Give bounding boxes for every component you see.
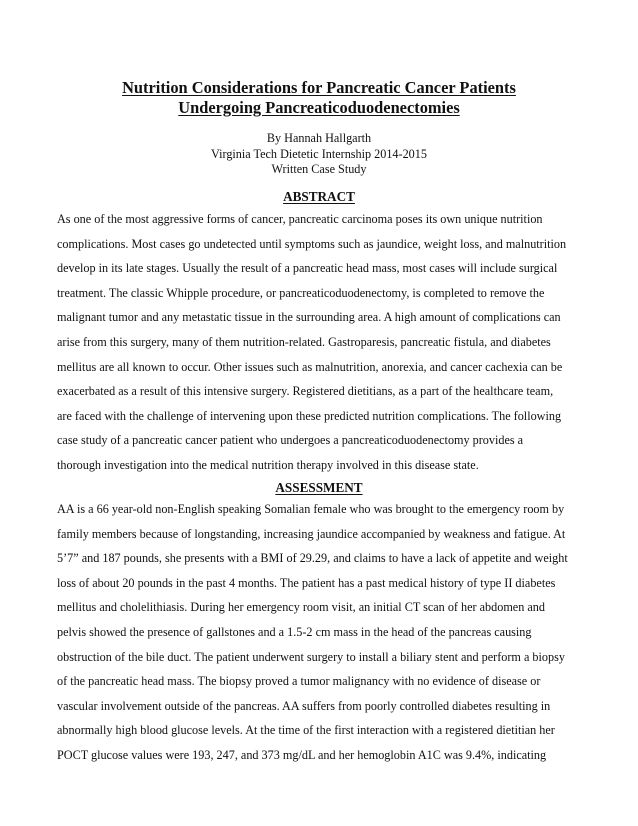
assessment-line: pelvis showed the presence of gallstones and a 1.5-2 cm mass in the head of the pancreas causing: [57, 624, 532, 639]
abstract-line: treatment. The classic Whipple procedure, or pancreaticoduodenectomy, is completed to remove the: [57, 285, 545, 300]
assessment-line: family members because of longstanding, increasing jaundice accompanied by weakness and fatigue. At: [57, 526, 566, 541]
assessment-line: abnormally high blood glucose levels. At the time of the first interaction with a registered dietitian her: [57, 723, 555, 738]
document-title: [40, 78, 598, 118]
title-line-2: Undergoing Pancreaticoduodenectomies: [178, 98, 460, 117]
abstract-line: arise from this surgery, many of them nutrition-related. Gastroparesis, pancreatic fistula, and diabetes: [57, 334, 551, 349]
abstract-line: exacerbated as a result of this intensive surgery. Registered dietitians, as a part of the healthcare team,: [57, 384, 554, 399]
program-line: Virginia Tech Dietetic Internship 2014-2015: [211, 146, 427, 161]
abstract-line: thorough investigation into the medical nutrition therapy involved in this disease state.: [57, 457, 479, 472]
assessment-line: 5’7” and 187 pounds, she presents with a BMI of 29.29, and claims to have a lack of appetite and weight: [57, 551, 568, 566]
byline-block: [40, 131, 598, 178]
assessment-paragraph: [57, 497, 592, 768]
assessment-line: mellitus and cholelithiasis. During her emergency room visit, an initial CT scan of her abdomen and: [57, 600, 545, 615]
abstract-line: malignant tumor and any metastatic tissue in the surrounding area. A high amount of complications can: [57, 310, 561, 325]
title-line-1: Nutrition Considerations for Pancreatic Cancer Patients: [122, 78, 516, 97]
assessment-heading: ASSESSMENT: [275, 480, 363, 495]
abstract-line: case study of a pancreatic cancer patient who undergoes a pancreaticoduodenectomy provides a: [57, 433, 524, 448]
assessment-line: loss of about 20 pounds in the past 4 months. The patient has a past medical history of type II diabetes: [57, 575, 556, 590]
author-line: By Hannah Hallgarth: [266, 131, 372, 145]
abstract-line: As one of the most aggressive forms of cancer, pancreatic carcinoma poses its own unique nutrition: [57, 212, 543, 226]
abstract-line: mellitus are all known to occur. Other issues such as malnutrition, anorexia, and cancer cachexia can be: [57, 359, 563, 374]
abstract-line: complications. Most cases go undetected until symptoms such as jaundice, weight loss, and malnutrition: [57, 236, 567, 251]
document-type-line: Written Case Study: [271, 162, 367, 176]
abstract-line: are faced with the challenge of intervening upon these predicted nutrition complications. The following: [57, 408, 562, 423]
assessment-line: POCT glucose values were 193, 247, and 373 mg/dL and her hemoglobin A1C was 9.4%, indicating: [57, 747, 547, 762]
abstract-line: develop in its late stages. Usually the result of a pancreatic head mass, most cases will include surgical: [57, 261, 558, 276]
assessment-line: obstruction of the bile duct. The patient underwent surgery to install a biliary stent and perform a biopsy: [57, 649, 565, 664]
assessment-line: vascular involvement outside of the pancreas. AA suffers from poorly controlled diabetes resulting in: [57, 698, 551, 713]
assessment-line: of the pancreatic head mass. The biopsy proved a tumor malignancy with no evidence of disease or: [57, 674, 541, 689]
abstract-paragraph: [57, 207, 592, 478]
assessment-line: AA is a 66 year-old non-English speaking Somalian female who was brought to the emergency room by: [57, 502, 565, 516]
abstract-heading: ABSTRACT: [283, 189, 355, 204]
